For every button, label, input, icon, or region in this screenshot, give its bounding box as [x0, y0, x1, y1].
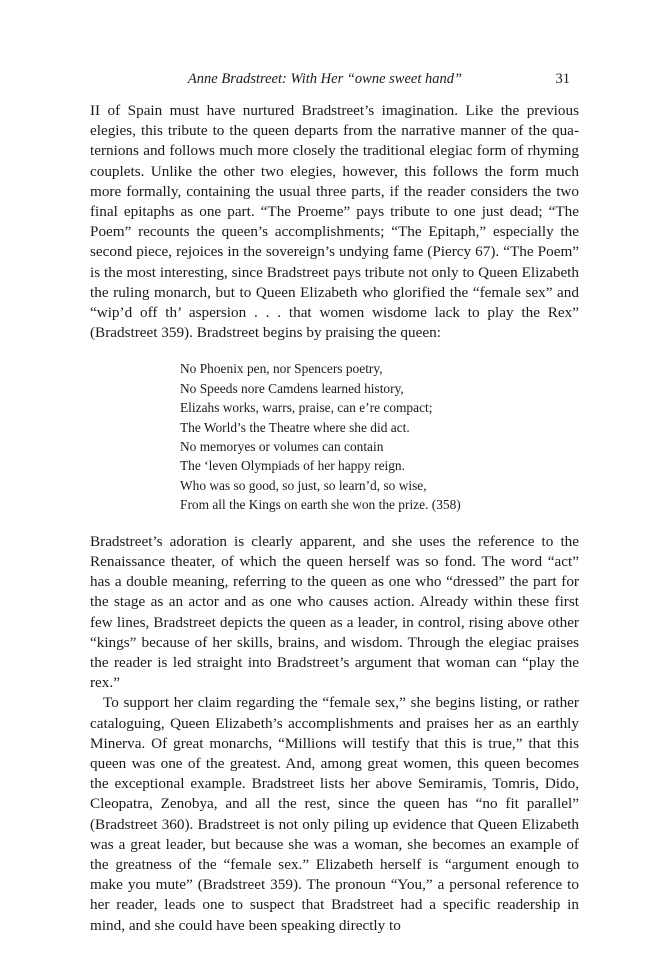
verse-quotation	[180, 359, 579, 514]
verse-line: No Speeds nore Camdens learned history,	[180, 380, 404, 396]
body-text	[90, 101, 579, 936]
verse-line: Elizahs works, warrs, praise, can e’re compact;	[180, 400, 433, 416]
verse-line: No memoryes or volumes can contain	[180, 439, 384, 455]
verse-line: The ‘leven Olympiads of her happy reign.	[180, 458, 405, 474]
paragraph-1: II of Spain must have nurtured Bradstreet’s imagination. Like the previous elegies, this tribute to the queen departs from the narrative manner of the quaternions and follows much more closely the traditional elegiac form of rhyming couplets. Unlike the other two elegies, however, this follows the form much more formally, containing the usual three parts, if the reader considers the two final epitaphs as one part. “The Proeme” pays tribute to one just dead; “The Poem” recounts the queen’s accomplishments; “The Epitaph,” especially the second piece, rejoices in the sovereign’s undying fame (Piercy 67). “The Poem” is the most interesting, since Bradstreet pays tribute not only to Queen Elizabeth the ruling monarch, but to Queen Elizabeth who glorified the “female sex” and “wip’d off th’ aspersion . . . that women wisdome lack to play the Rex” (Bradstreet 359). Bradstreet begins by praising the queen:	[90, 102, 579, 342]
page-number: 31	[555, 71, 570, 87]
verse-line: Who was so good, so just, so learn’d, so wise,	[180, 477, 427, 493]
paragraph-2: Bradstreet’s adoration is clearly apparent, and she uses the reference to the Renaissance theater, of which the queen herself was so fond. The word “act” has a double meaning, referring to the queen as one who “dressed” the part for the stage as an actor and as one who causes action. Already within these first few lines, Bradstreet depicts the queen as a leader, in control, rising above other “kings” because of her skills, brains, and wisdom. Through the elegiac praises the reader is led straight into Bradstreet’s argument that woman can “play the rex.”	[90, 532, 579, 692]
running-title: Anne Bradstreet: With Her “owne sweet hand”	[187, 71, 463, 87]
verse-line: No Phoenix pen, nor Spencers poetry,	[180, 361, 383, 377]
verse-line: The World’s the Theatre where she did act.	[180, 419, 410, 435]
verse-line: From all the Kings on earth she won the prize. (358)	[180, 497, 461, 513]
paragraph-3: To support her claim regarding the “female sex,” she begins listing, or rather cataloguing, Queen Elizabeth’s accomplishments and praises her as an earthly Minerva. Of great monarchs, “Millions will testify that this is true,” that this queen was one of the greatest. And, among great women, this queen becomes the exceptional example. Bradstreet lists her above Semiramis, Tomris, Dido, Cleopatra, Zenobya, and all the rest, since the queen has “no fit parallel” (Bradstreet 360). Bradstreet is not only piling up evidence that Queen Elizabeth was a great leader, but because she was a woman, she becomes an example of the greatness of the “female sex.” Elizabeth herself is “argument enough to make you mute” (Bradstreet 359). The pronoun “You,” a personal reference to her reader, leads one to suspect that Bradstreet had a specific readership in mind, and she could have been speaking directly to	[90, 694, 579, 934]
